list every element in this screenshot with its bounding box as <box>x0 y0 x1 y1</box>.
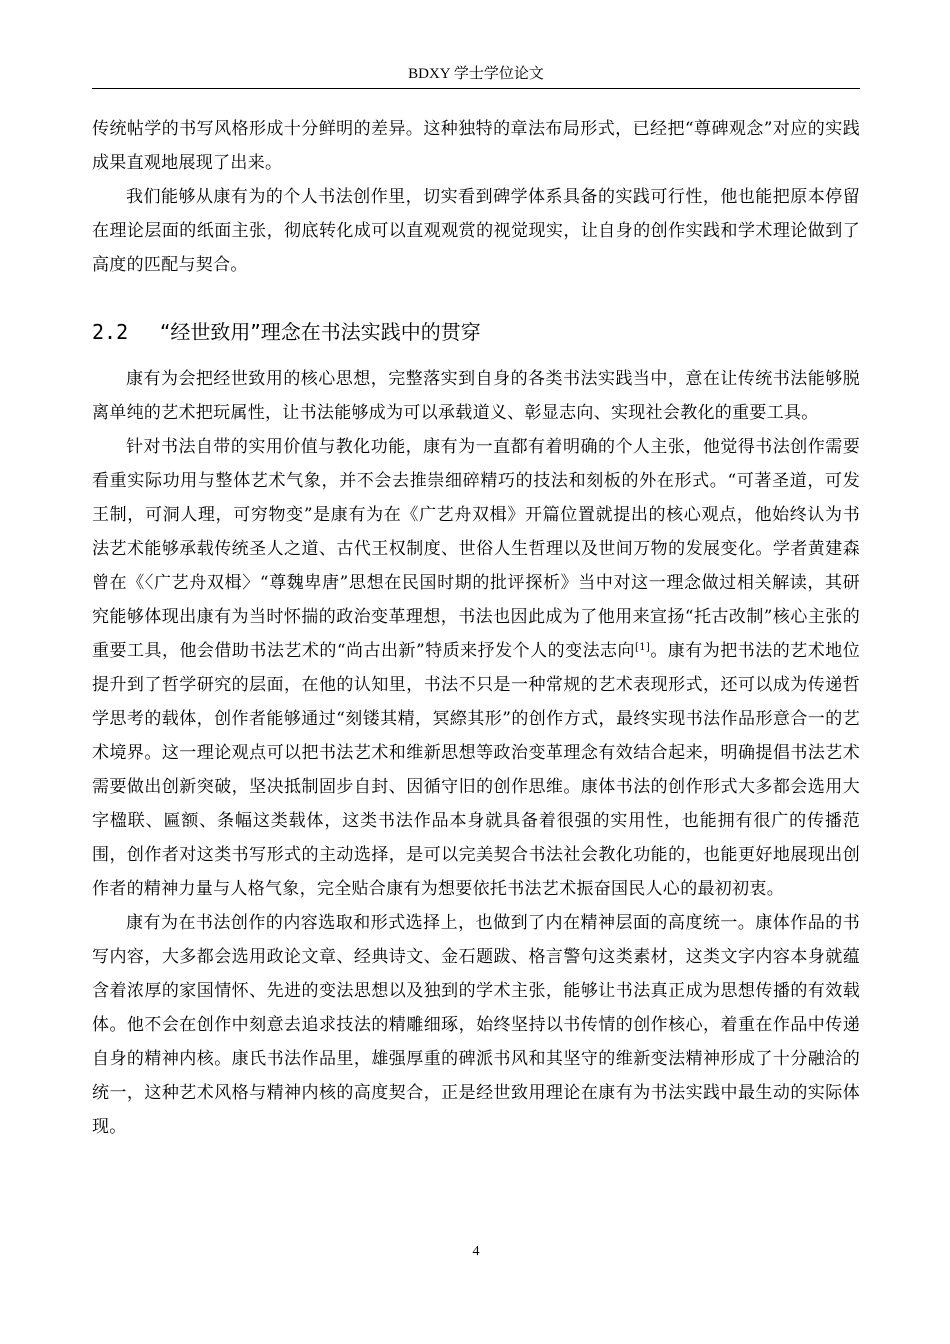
paragraph-with-citation <box>92 430 860 906</box>
citation-ref: [1] <box>635 642 651 653</box>
page-number: 4 <box>472 1244 480 1259</box>
paragraph: 康有为在书法创作的内容选取和形式选择上，也做到了内在精神层面的高度统一。康体作品的书写内容，大多都会选用政论文章、经典诗文、金石题跋、格言警句这类素材，这类文字内容本身就蕴含着浓厚的家国情怀、先进的变法思想以及独到的学术主张，能够让书法真正成为思想传播的有效载体。他不会在创作中刻意去追求技法的精雕细琢，始终坚持以书传情的创作核心，着重在作品中传递自身的精神内核。康氏书法作品里，雄强厚重的碑派书风和其坚守的维新变法精神形成了十分融洽的统一，这种艺术风格与精神内核的高度契合，正是经世致用理论在康有为书法实践中最生动的实际体现。 <box>92 913 860 1137</box>
paragraph-continued: 传统帖学的书写风格形成十分鲜明的差异。这种独特的章法布局形式，已经把“尊碑观念”对应的实践成果直观地展现了出来。 <box>92 119 860 173</box>
paragraph: 我们能够从康有为的个人书法创作里，切实看到碑学体系具备的实践可行性，他也能把原本停留在理论层面的纸面主张，彻底转化成可以直观观赏的视觉现实，让自身的创作实践和学术理论做到了高度的匹配与契合。 <box>92 187 860 275</box>
header-rule <box>92 88 860 89</box>
paragraph-text: 针对书法自带的实用价值与教化功能，康有为一直都有着明确的个人主张，他觉得书法创作需要看重实际功用与整体艺术气象，并不会去推崇细碎精巧的技法和刻板的外在形式。“可著圣道，可发王制，可洞人理，可穷物变”是康有为在《广艺舟双楫》开篇位置就提出的核心观点，他始终认为书法艺术能够承载传统圣人之道、古代王权制度、世俗人生哲理以及世间万物的发展变化。学者黄建森曾在《〈广艺舟双楫〉“尊魏卑唐”思想在民国时期的批评探析》当中对这一理念做过相关解读，其研究能够体现出康有为当时怀揣的政治变革理想，书法也因此成为了他用来宣扬“托古改制”核心主张的重要工具，他会借助书法艺术的“尚古出新”特质来抒发个人的变法志向 <box>92 437 860 661</box>
section-number: 2.2 <box>92 320 129 344</box>
section-heading <box>92 316 860 348</box>
page-body <box>92 112 860 1144</box>
section-title: “经世致用”理念在书法实践中的贯穿 <box>160 320 481 344</box>
running-header: BDXY 学士学位论文 <box>408 66 544 82</box>
paragraph-text: 。康有为把书法的艺术地位提升到了哲学研究的层面，在他的认知里，书法不只是一种常规的艺术表现形式，还可以成为传递哲学思考的载体，创作者能够通过“刻镂其精，冥縩其形”的创作方式，最终实现书法作品形意合一的艺术境界。这一理论观点可以把书法艺术和维新思想等政治变革理念有效结合起来，明确提倡书法艺术需要做出创新突破，坚决抵制固步自封、因循守旧的创作思维。康体书法的创作形式大多都会选用大字楹联、匾额、条幅这类载体，这类书法作品本身就具备着很强的实用性，也能拥有很广的传播范围，创作者对这类书写形式的主动选择，是可以完美契合书法社会教化功能的，也能更好地展现出创作者的精神力量与人格气象，完全贴合康有为想要依托书法艺术振奋国民人心的最初初衷。 <box>92 641 860 899</box>
paragraph: 康有为会把经世致用的核心思想，完整落实到自身的各类书法实践当中，意在让传统书法能够脱离单纯的艺术把玩属性，让书法能够成为可以承载道义、彰显志向、实现社会教化的重要工具。 <box>92 369 860 423</box>
